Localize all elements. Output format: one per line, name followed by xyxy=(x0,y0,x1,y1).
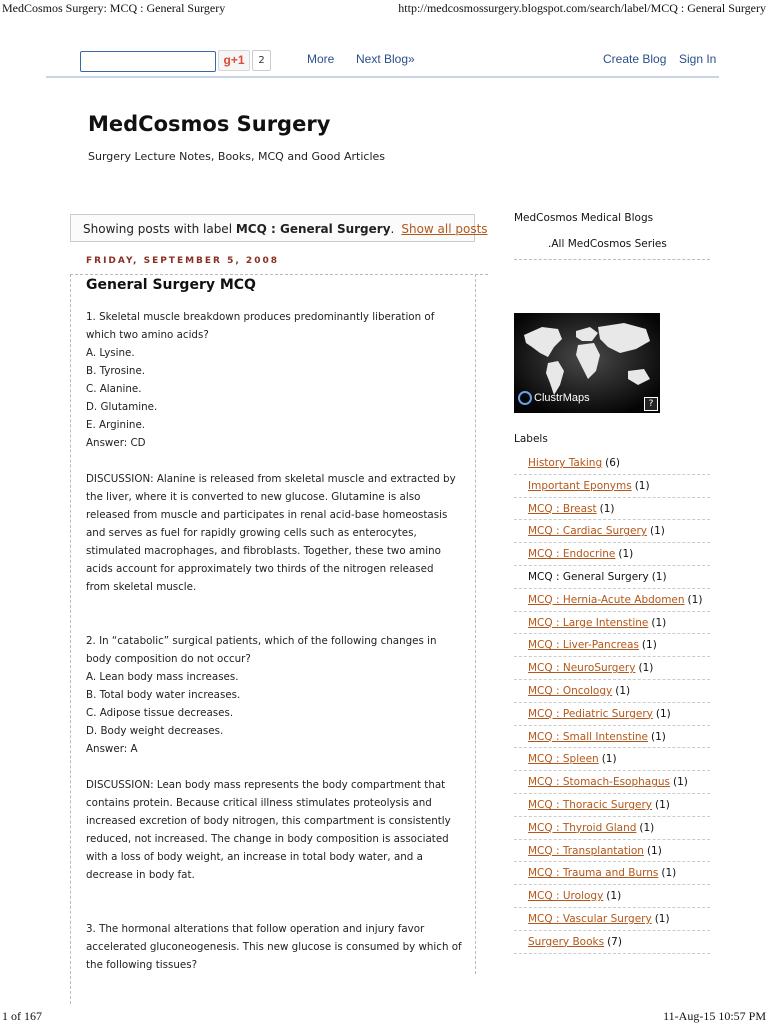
clustrmaps-badge xyxy=(518,391,590,409)
label-item xyxy=(514,726,710,749)
label-link[interactable]: Important Eponyms xyxy=(528,479,632,492)
create-blog-link[interactable]: Create Blog xyxy=(603,52,667,66)
label-item xyxy=(514,612,710,635)
post-line: acids account for approximately two thirds of the nitrogen released xyxy=(86,563,434,575)
post-line: D. Glutamine. xyxy=(86,401,158,413)
sidebar-divider xyxy=(514,259,710,260)
post-line: the liver, where it is converted to new glucose. Glutamine is also xyxy=(86,491,421,503)
sidebar-blogs-title: MedCosmos Medical Blogs xyxy=(514,212,654,224)
blogger-navbar xyxy=(46,44,719,78)
post-line: decrease in body fat. xyxy=(86,869,195,881)
post-line: the following tissues? xyxy=(86,959,198,971)
label-link[interactable]: MCQ : Breast xyxy=(528,502,597,515)
label-count: (1) xyxy=(673,776,688,789)
label-count: (1) xyxy=(651,616,667,629)
post-line: DISCUSSION: Lean body mass represents the body compartment that xyxy=(86,779,446,791)
post-line: B. Tyrosine. xyxy=(86,365,146,377)
label-link[interactable]: MCQ : Endocrine xyxy=(528,548,616,561)
label-count: (1) xyxy=(651,570,667,583)
label-link[interactable]: MCQ : Cardiac Surgery xyxy=(528,525,648,538)
label-count: (1) xyxy=(638,662,654,675)
post-line: Answer: A xyxy=(86,743,138,755)
label-item xyxy=(514,589,710,612)
post-line: C. Adipose tissue decreases. xyxy=(86,707,234,719)
post-line: body composition do not occur? xyxy=(86,653,251,665)
labels-heading: Labels xyxy=(514,433,548,445)
post-date: FRIDAY, SEPTEMBER 5, 2008 xyxy=(86,256,279,266)
post-line: D. Body weight decreases. xyxy=(86,725,224,737)
label-link[interactable]: MCQ : Hernia-Acute Abdomen xyxy=(528,593,685,606)
label-count: (1) xyxy=(618,548,634,561)
post-line: C. Alanine. xyxy=(86,383,142,395)
sidebar-series-link[interactable]: .All MedCosmos Series xyxy=(548,238,667,250)
post-line: 1. Skeletal muscle breakdown produces predominantly liberation of xyxy=(86,311,435,323)
print-timestamp: 11-Aug-15 10:57 PM xyxy=(663,1009,766,1023)
label-count: (1) xyxy=(655,707,671,720)
label-count: (1) xyxy=(646,844,662,857)
label-item xyxy=(514,657,710,680)
label-link[interactable]: MCQ : Oncology xyxy=(528,684,613,697)
label-link[interactable]: MCQ : Thyroid Gland xyxy=(528,821,637,834)
post-line: and serves as fuel for rapidly growing cells such as enterocytes, xyxy=(86,527,417,539)
post-line: E. Arginine. xyxy=(86,419,146,431)
label-link[interactable]: MCQ : Large Intenstine xyxy=(528,616,649,629)
label-item xyxy=(514,817,710,840)
post-line: DISCUSSION: Alanine is released from skeletal muscle and extracted by xyxy=(86,473,456,485)
search-input[interactable] xyxy=(80,51,216,72)
print-url: http://medcosmossurgery.blogspot.com/search/label/MCQ : General Surgery xyxy=(398,1,766,15)
post-line: released from muscle and participates in renal acid-base homeostasis xyxy=(86,509,448,521)
post-line: from skeletal muscle. xyxy=(86,581,197,593)
clustrmaps-widget[interactable] xyxy=(514,313,660,413)
label-item xyxy=(514,794,710,817)
post-line: contains protein. Because critical illness stimulates proteolysis and xyxy=(86,797,432,809)
label-count: (1) xyxy=(634,479,650,492)
label-item xyxy=(514,908,710,931)
post-blank-line xyxy=(86,902,470,920)
post-line: increased excretion of body nitrogen, this compartment is consistently xyxy=(86,815,451,827)
print-header xyxy=(0,0,768,16)
label-count: (1) xyxy=(641,639,657,652)
labels-list xyxy=(514,452,710,954)
post-border-right xyxy=(475,274,476,974)
label-link[interactable]: MCQ : Trauma and Burns xyxy=(528,867,659,880)
map-help-icon[interactable]: ? xyxy=(644,397,658,411)
post-blank-line xyxy=(86,452,470,470)
print-page-number: 1 of 167 xyxy=(2,1009,42,1023)
post-line: 2. In “catabolic” surgical patients, which of the following changes in xyxy=(86,635,437,647)
clustrmaps-label: ClustrMaps xyxy=(534,391,590,404)
label-count: (1) xyxy=(654,912,670,925)
label-link[interactable]: MCQ : Small Intenstine xyxy=(528,730,648,743)
post-title[interactable]: General Surgery MCQ xyxy=(86,277,256,293)
post-line: with a loss of body weight, an increase in total body water, and a xyxy=(86,851,423,863)
post-line: Answer: CD xyxy=(86,437,146,449)
show-all-posts-link[interactable]: Show all posts xyxy=(401,222,488,236)
label-link[interactable]: MCQ : Transplantation xyxy=(528,844,644,857)
label-count: (6) xyxy=(605,457,620,469)
label-count: (1) xyxy=(599,502,615,515)
label-item xyxy=(514,703,710,726)
label-link[interactable]: MCQ : Vascular Surgery xyxy=(528,912,652,925)
post-line: 3. The hormonal alterations that follow operation and injury favor xyxy=(86,923,425,935)
label-link[interactable]: History Taking xyxy=(528,457,603,469)
blog-title[interactable]: MedCosmos Surgery xyxy=(88,112,331,136)
label-link[interactable]: MCQ : Urology xyxy=(528,890,604,903)
blog-description: Surgery Lecture Notes, Books, MCQ and Good Articles xyxy=(88,150,386,163)
post-body xyxy=(86,308,470,974)
label-link[interactable]: MCQ : Spleen xyxy=(528,753,599,766)
post-line: B. Total body water increases. xyxy=(86,689,241,701)
label-count: (1) xyxy=(606,890,622,903)
status-prefix: Showing posts with label xyxy=(83,222,233,236)
post-divider xyxy=(70,274,488,275)
label-count: (1) xyxy=(655,798,670,811)
label-item xyxy=(514,840,710,863)
label-status-box xyxy=(70,214,488,242)
print-footer xyxy=(0,1008,768,1024)
label-item xyxy=(514,475,710,498)
gplus-button[interactable]: g+1 xyxy=(218,50,250,71)
label-link: MCQ : General Surgery xyxy=(528,570,649,583)
label-count: (7) xyxy=(607,935,622,948)
label-link[interactable]: MCQ : Thoracic Surgery xyxy=(528,798,653,811)
post-line: accelerated gluconeogenesis. This new glucose is consumed by which of xyxy=(86,941,462,953)
label-item xyxy=(514,771,710,794)
label-count: (1) xyxy=(650,525,665,538)
status-label: MCQ : General Surgery xyxy=(235,222,391,236)
post-line: which two amino acids? xyxy=(86,329,209,341)
label-count: (1) xyxy=(601,753,617,766)
label-item xyxy=(514,862,710,885)
label-item xyxy=(514,452,710,475)
label-item xyxy=(514,931,710,954)
post-blank-line xyxy=(86,614,470,632)
clustrmaps-logo-icon xyxy=(518,391,532,405)
post-border-left xyxy=(70,274,71,1004)
post-line: A. Lean body mass increases. xyxy=(86,671,239,683)
label-item xyxy=(514,885,710,908)
post-line: reduced, not increased. The change in body composition is associated xyxy=(86,833,449,845)
next-blog-link[interactable]: Next Blog» xyxy=(356,52,415,66)
print-page-title: MedCosmos Surgery: MCQ : General Surgery xyxy=(2,1,226,15)
post-line: stimulated macrophages, and fibroblasts. Together, these two amino xyxy=(86,545,441,557)
label-item xyxy=(514,543,710,566)
label-count: (1) xyxy=(615,684,631,697)
more-link[interactable]: More xyxy=(307,52,335,66)
post-line: A. Lysine. xyxy=(86,347,135,359)
gplus-widget xyxy=(218,50,290,70)
label-link[interactable]: MCQ : Pediatric Surgery xyxy=(528,707,653,720)
label-item xyxy=(514,566,710,589)
post-blank-line xyxy=(86,884,470,902)
post-blank-line xyxy=(86,758,470,776)
label-item xyxy=(514,520,710,543)
label-count: (1) xyxy=(661,867,677,880)
label-link[interactable]: Surgery Books xyxy=(528,935,605,948)
status-suffix: . xyxy=(390,222,395,236)
label-count: (1) xyxy=(639,821,655,834)
label-link[interactable]: MCQ : Liver-Pancreas xyxy=(528,639,639,652)
gplus-count: 2 xyxy=(252,50,271,71)
label-link[interactable]: MCQ : Stomach-Esophagus xyxy=(528,776,671,789)
post-blank-line xyxy=(86,596,470,614)
label-item xyxy=(514,498,710,521)
label-item xyxy=(514,680,710,703)
label-item xyxy=(514,748,710,771)
label-count: (1) xyxy=(687,593,703,606)
label-link[interactable]: MCQ : NeuroSurgery xyxy=(528,662,636,675)
label-count: (1) xyxy=(650,730,666,743)
label-item xyxy=(514,634,710,657)
sign-in-link[interactable]: Sign In xyxy=(679,52,717,66)
